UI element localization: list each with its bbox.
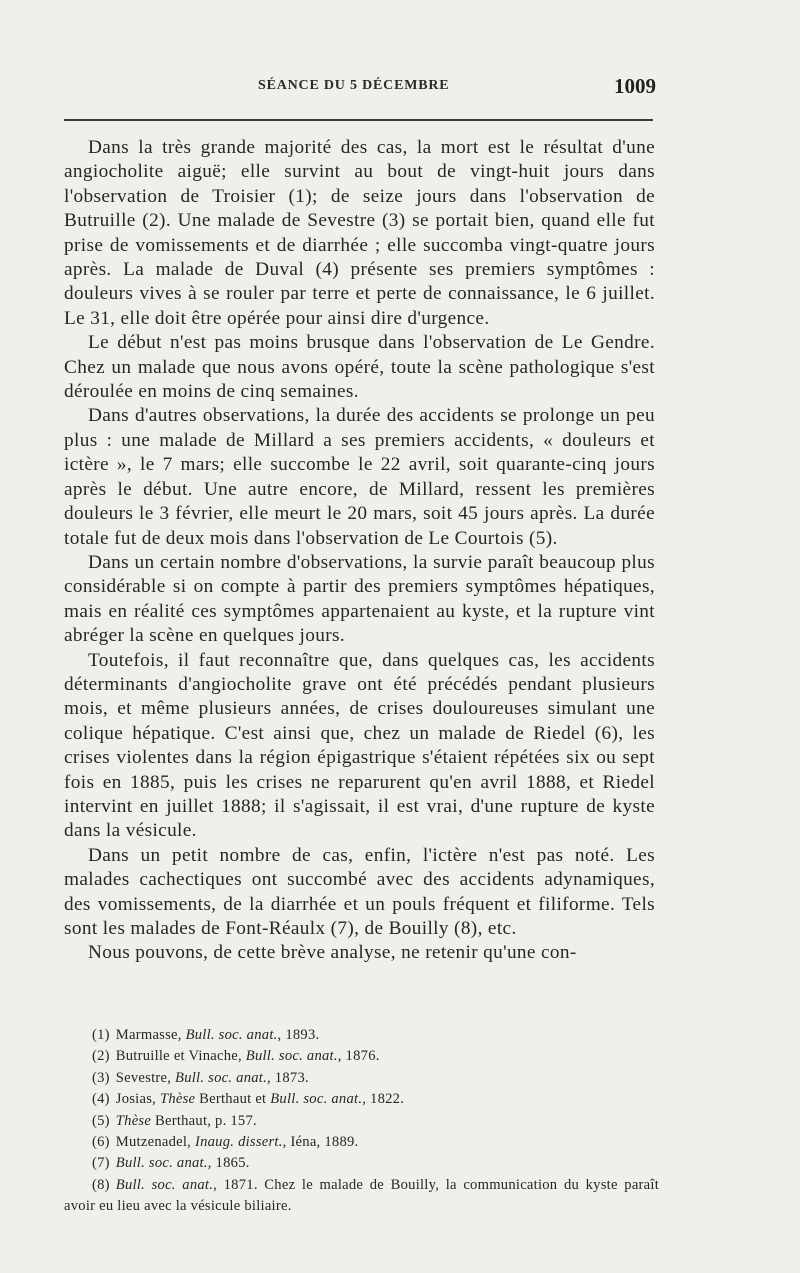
paragraph: Nous pouvons, de cette brève analyse, ne retenir qu'une con- bbox=[88, 942, 577, 964]
footnote: (7) Bull. soc. anat., 1865. bbox=[64, 1153, 659, 1174]
running-title: SÉANCE DU 5 DÉCEMBRE bbox=[258, 78, 450, 93]
footnote-ref: (5) bbox=[92, 1112, 110, 1129]
paragraph: Le début n'est pas moins brusque dans l'observation de Le Gendre. Chez un malade que nous avons opéré, toute la scène pathologique s'est déroulée en moins de cinq semaines. bbox=[64, 332, 655, 403]
paragraph: Dans un petit nombre de cas, enfin, l'ictère n'est pas noté. Les malades cachectiques ont succombé avec des accidents adynamiques, des vomissements, de la diarrhée et un pouls fréquent et filiforme. Tels sont les malades de Font-Réaulx (7), de Bouilly (8), etc. bbox=[64, 844, 655, 939]
body-text bbox=[64, 136, 655, 966]
footnote-ref: (6) bbox=[92, 1134, 110, 1151]
paragraph: Toutefois, il faut reconnaître que, dans quelques cas, les accidents déterminants d'angiocholite grave ont été précédés pendant plusieurs mois, et même plusieurs années, de crises douloureuses simulant une colique hépatique. C'est ainsi que, chez un malade de Riedel (6), les crises violentes dans la région épigastrique s'étaient répétées six ou sept fois en 1885, puis les crises ne reparurent qu'en avril 1888, et Riedel intervint en juillet 1888; il s'agissait, il est vrai, d'une rupture de kyste dans la vésicule. bbox=[64, 649, 655, 842]
footnote: (8) Bull. soc. anat., 1871. Chez le malade de Bouilly, la communication du kyste paraît avoir eu lieu avec la vésicule biliaire. bbox=[64, 1176, 660, 1215]
paragraph: Dans un certain nombre d'observations, la survie paraît beaucoup plus considérable si on compte à partir des premiers symptômes hépatiques, mais en réalité ces symptômes appartenaient au kyste, et la rupture vint abréger la scène en quelques jours. bbox=[64, 551, 655, 647]
header-rule bbox=[64, 119, 653, 121]
page-number: 1009 bbox=[614, 74, 656, 98]
footnote: (6) Mutzenadel, Inaug. dissert., Iéna, 1889. bbox=[64, 1132, 659, 1153]
footnote: (4) Josias, Thèse Berthaut et Bull. soc. anat., 1822. bbox=[64, 1089, 659, 1110]
paragraph: Dans d'autres observations, la durée des accidents se prolonge un peu plus : une malade de Millard a ses premiers accidents, « douleurs et ictère », le 7 mars; elle succombe le 22 avril, soit quarante-cinq jours après le début. Une autre encore, de Millard, ressent les premières douleurs le 3 février, elle meurt le 20 mars, soit 45 jours après. La durée totale fut de deux mois dans l'observation de Le Courtois (5). bbox=[64, 405, 655, 549]
paragraph: Dans la très grande majorité des cas, la mort est le résultat d'une angiocholite aiguë; elle survint au bout de vingt-huit jours dans l'observation de Troisier (1); de seize jours dans l'observation de Butruille (2). Une malade de Sevestre (3) se portait bien, quand elle fut prise de vomissements et de diarrhée ; elle succomba vingt-quatre jours après. La malade de Duval (4) présente ses premiers symptômes : douleurs vives à se rouler par terre et perte de connaissance, le 6 juillet. Le 31, elle doit être opérée pour ainsi dire d'urgence. bbox=[64, 137, 655, 329]
footnote: (2) Butruille et Vinache, Bull. soc. anat., 1876. bbox=[64, 1046, 659, 1067]
footnote-ref: (4) bbox=[92, 1091, 110, 1108]
footnote: (5) Thèse Berthaut, p. 157. bbox=[64, 1111, 659, 1132]
footnote-ref: (3) bbox=[92, 1069, 110, 1086]
footnote: (1) Marmasse, Bull. soc. anat., 1893. bbox=[64, 1025, 659, 1046]
page-header bbox=[0, 74, 800, 102]
footnotes bbox=[64, 1025, 659, 1218]
footnote-ref: (1) bbox=[92, 1027, 110, 1043]
footnote: (3) Sevestre, Bull. soc. anat., 1873. bbox=[64, 1068, 659, 1089]
footnote-ref: (8) bbox=[92, 1176, 110, 1193]
footnote-ref: (2) bbox=[92, 1048, 110, 1065]
footnote-ref: (7) bbox=[92, 1155, 110, 1172]
